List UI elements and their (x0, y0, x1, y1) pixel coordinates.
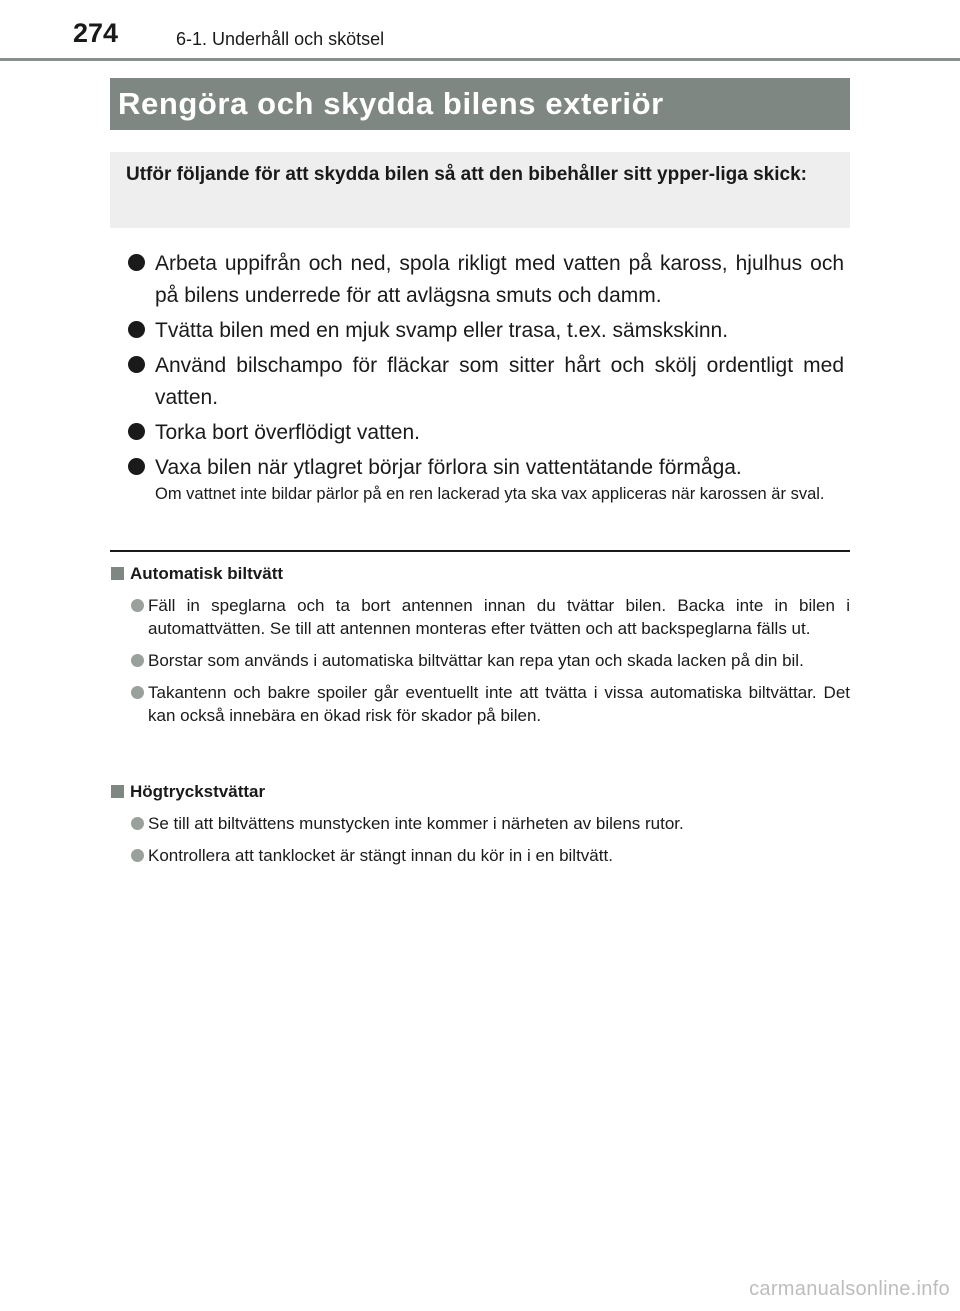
square-bullet-icon (111, 567, 124, 580)
title-bar (110, 78, 850, 130)
bullet-item (128, 350, 844, 414)
intro-text: Utför följande för att skydda bilen så att den bibehåller sitt ypper-liga skick: (126, 164, 807, 185)
bullet-text: Torka bort överflödigt vatten. (155, 421, 420, 444)
subsection-item-text: Se till att biltvättens munstycken inte kommer i närheten av bilens rutor. (148, 814, 684, 833)
subsection-automatic-car-wash (110, 563, 850, 727)
watermark: carmanualsonline.info (749, 1278, 950, 1300)
bullet-list (128, 248, 844, 487)
wax-note: Om vattnet inte bildar pärlor på en ren lackerad yta ska vax appliceras när karossen är sval. (155, 485, 825, 503)
subsection-heading-text: Högtryckstvättar (130, 782, 266, 801)
bullet-item (128, 248, 844, 312)
bullet-item (128, 417, 844, 449)
subsection-item-text: Fäll in speglarna och ta bort antennen innan du tvättar bilen. Backa inte in bilen i automattvätten. Se till att antennen monteras efter tvätten och att backspeglarna fälls ut. (148, 596, 850, 638)
bullet-text: Använd bilschampo för fläckar som sitter hårt och skölj ordentligt med vatten. (155, 354, 844, 409)
bullet-item (128, 315, 844, 347)
subsection-item (110, 594, 850, 640)
circle-bullet-icon (131, 686, 144, 699)
circle-bullet-icon (131, 654, 144, 667)
subsection-heading-text: Automatisk biltvätt (130, 564, 284, 583)
subsection-heading (110, 563, 850, 585)
subsection-item (110, 649, 850, 672)
bullet-dot-icon (128, 254, 145, 271)
subsection-item-text: Borstar som används i automatiska biltvättar kan repa ytan och skada lacken på din bil. (148, 651, 804, 670)
bullet-dot-icon (128, 423, 145, 440)
subsection-item (110, 844, 850, 867)
header-rule (0, 58, 960, 61)
subsection-item (110, 681, 850, 727)
page-number: 274 (73, 18, 119, 48)
bullet-item (128, 452, 844, 484)
subsection-pressure-washer (110, 781, 850, 867)
circle-bullet-icon (131, 849, 144, 862)
circle-bullet-icon (131, 817, 144, 830)
bullet-dot-icon (128, 321, 145, 338)
subsection-item-text: Takantenn och bakre spoiler går eventuellt inte att tvätta i vissa automatiska biltvättar. Det kan också innebära en ökad risk för skador på bilen. (148, 683, 850, 725)
circle-bullet-icon (131, 599, 144, 612)
bullet-text: Vaxa bilen när ytlagret börjar förlora sin vattentätande förmåga. (155, 456, 742, 479)
bullet-text: Arbeta uppifrån och ned, spola rikligt med vatten på kaross, hjulhus och på bilens underrede för att avlägsna smuts och damm. (155, 252, 844, 307)
bullet-text: Tvätta bilen med en mjuk svamp eller trasa, t.ex. sämskskinn. (155, 319, 729, 342)
section-divider (110, 550, 850, 552)
bullet-dot-icon (128, 458, 145, 475)
page-title: Rengöra och skydda bilens exteriör (118, 86, 664, 121)
subsection-item-text: Kontrollera att tanklocket är stängt innan du kör in i en biltvätt. (148, 846, 613, 865)
subsection-item (110, 812, 850, 835)
square-bullet-icon (111, 785, 124, 798)
subsection-heading (110, 781, 850, 803)
bullet-dot-icon (128, 356, 145, 373)
page-header (0, 0, 960, 62)
intro-box (110, 152, 850, 228)
section-label: 6-1. Underhåll och skötsel (176, 29, 385, 49)
